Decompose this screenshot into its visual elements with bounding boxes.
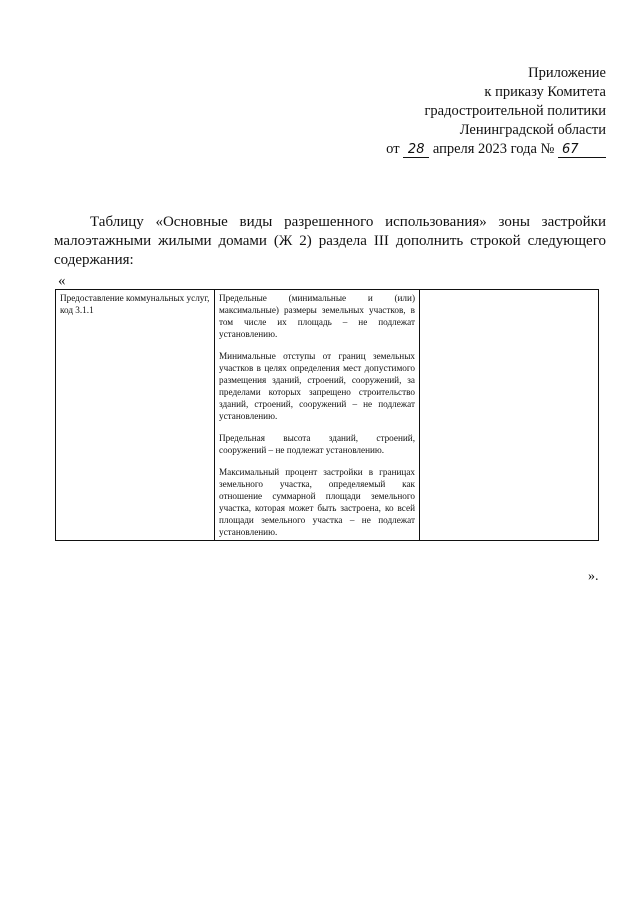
parameters-cell: [215, 290, 420, 541]
header-region: Ленинградской области: [459, 122, 606, 138]
date-day-handwritten: 28: [403, 143, 429, 158]
param-setbacks: Минимальные отступы от границ земельных участков в целях определения мест допустимого размещения зданий, строений, сооружений, за пределами которых запрещено строительство зданий, строений, сооружений – не подлежат установлению.: [219, 351, 415, 421]
header-appendix: Приложение: [528, 65, 606, 81]
close-quote: ».: [588, 569, 599, 584]
header-committee: градостроительной политики: [424, 103, 606, 119]
table-row: [56, 290, 599, 541]
date-prefix: от: [386, 141, 400, 157]
use-type-cell: Предоставление коммунальных услуг, код 3.1.1: [56, 290, 215, 541]
param-plot-size: Предельные (минимальные и (или) максимальные) размеры земельных участков, в том числе их площадь – не подлежат установлению.: [219, 293, 415, 339]
open-quote: «: [58, 273, 66, 289]
land-use-table: [55, 289, 599, 541]
header-date-line: [386, 140, 606, 159]
date-rest: апреля 2023 года №: [432, 141, 555, 157]
header-order-ref: к приказу Комитета: [484, 84, 606, 100]
param-max-height: Предельная высота зданий, строений, сооружений – не подлежат установлению.: [219, 433, 415, 455]
body-paragraph: Таблицу «Основные виды разрешенного использования» зоны застройки малоэтажными жилыми домами (Ж 2) раздела III дополнить строкой следующего содержания:: [54, 214, 606, 268]
document-header: [386, 64, 606, 159]
notes-cell: [420, 290, 599, 541]
order-number-handwritten: 67: [558, 143, 606, 158]
param-coverage: Максимальный процент застройки в границах земельного участка, определяемый как отношение суммарной площади земельного участка, которая может быть застроена, ко всей площади земельного участка – не подлежат установлению.: [219, 467, 415, 537]
